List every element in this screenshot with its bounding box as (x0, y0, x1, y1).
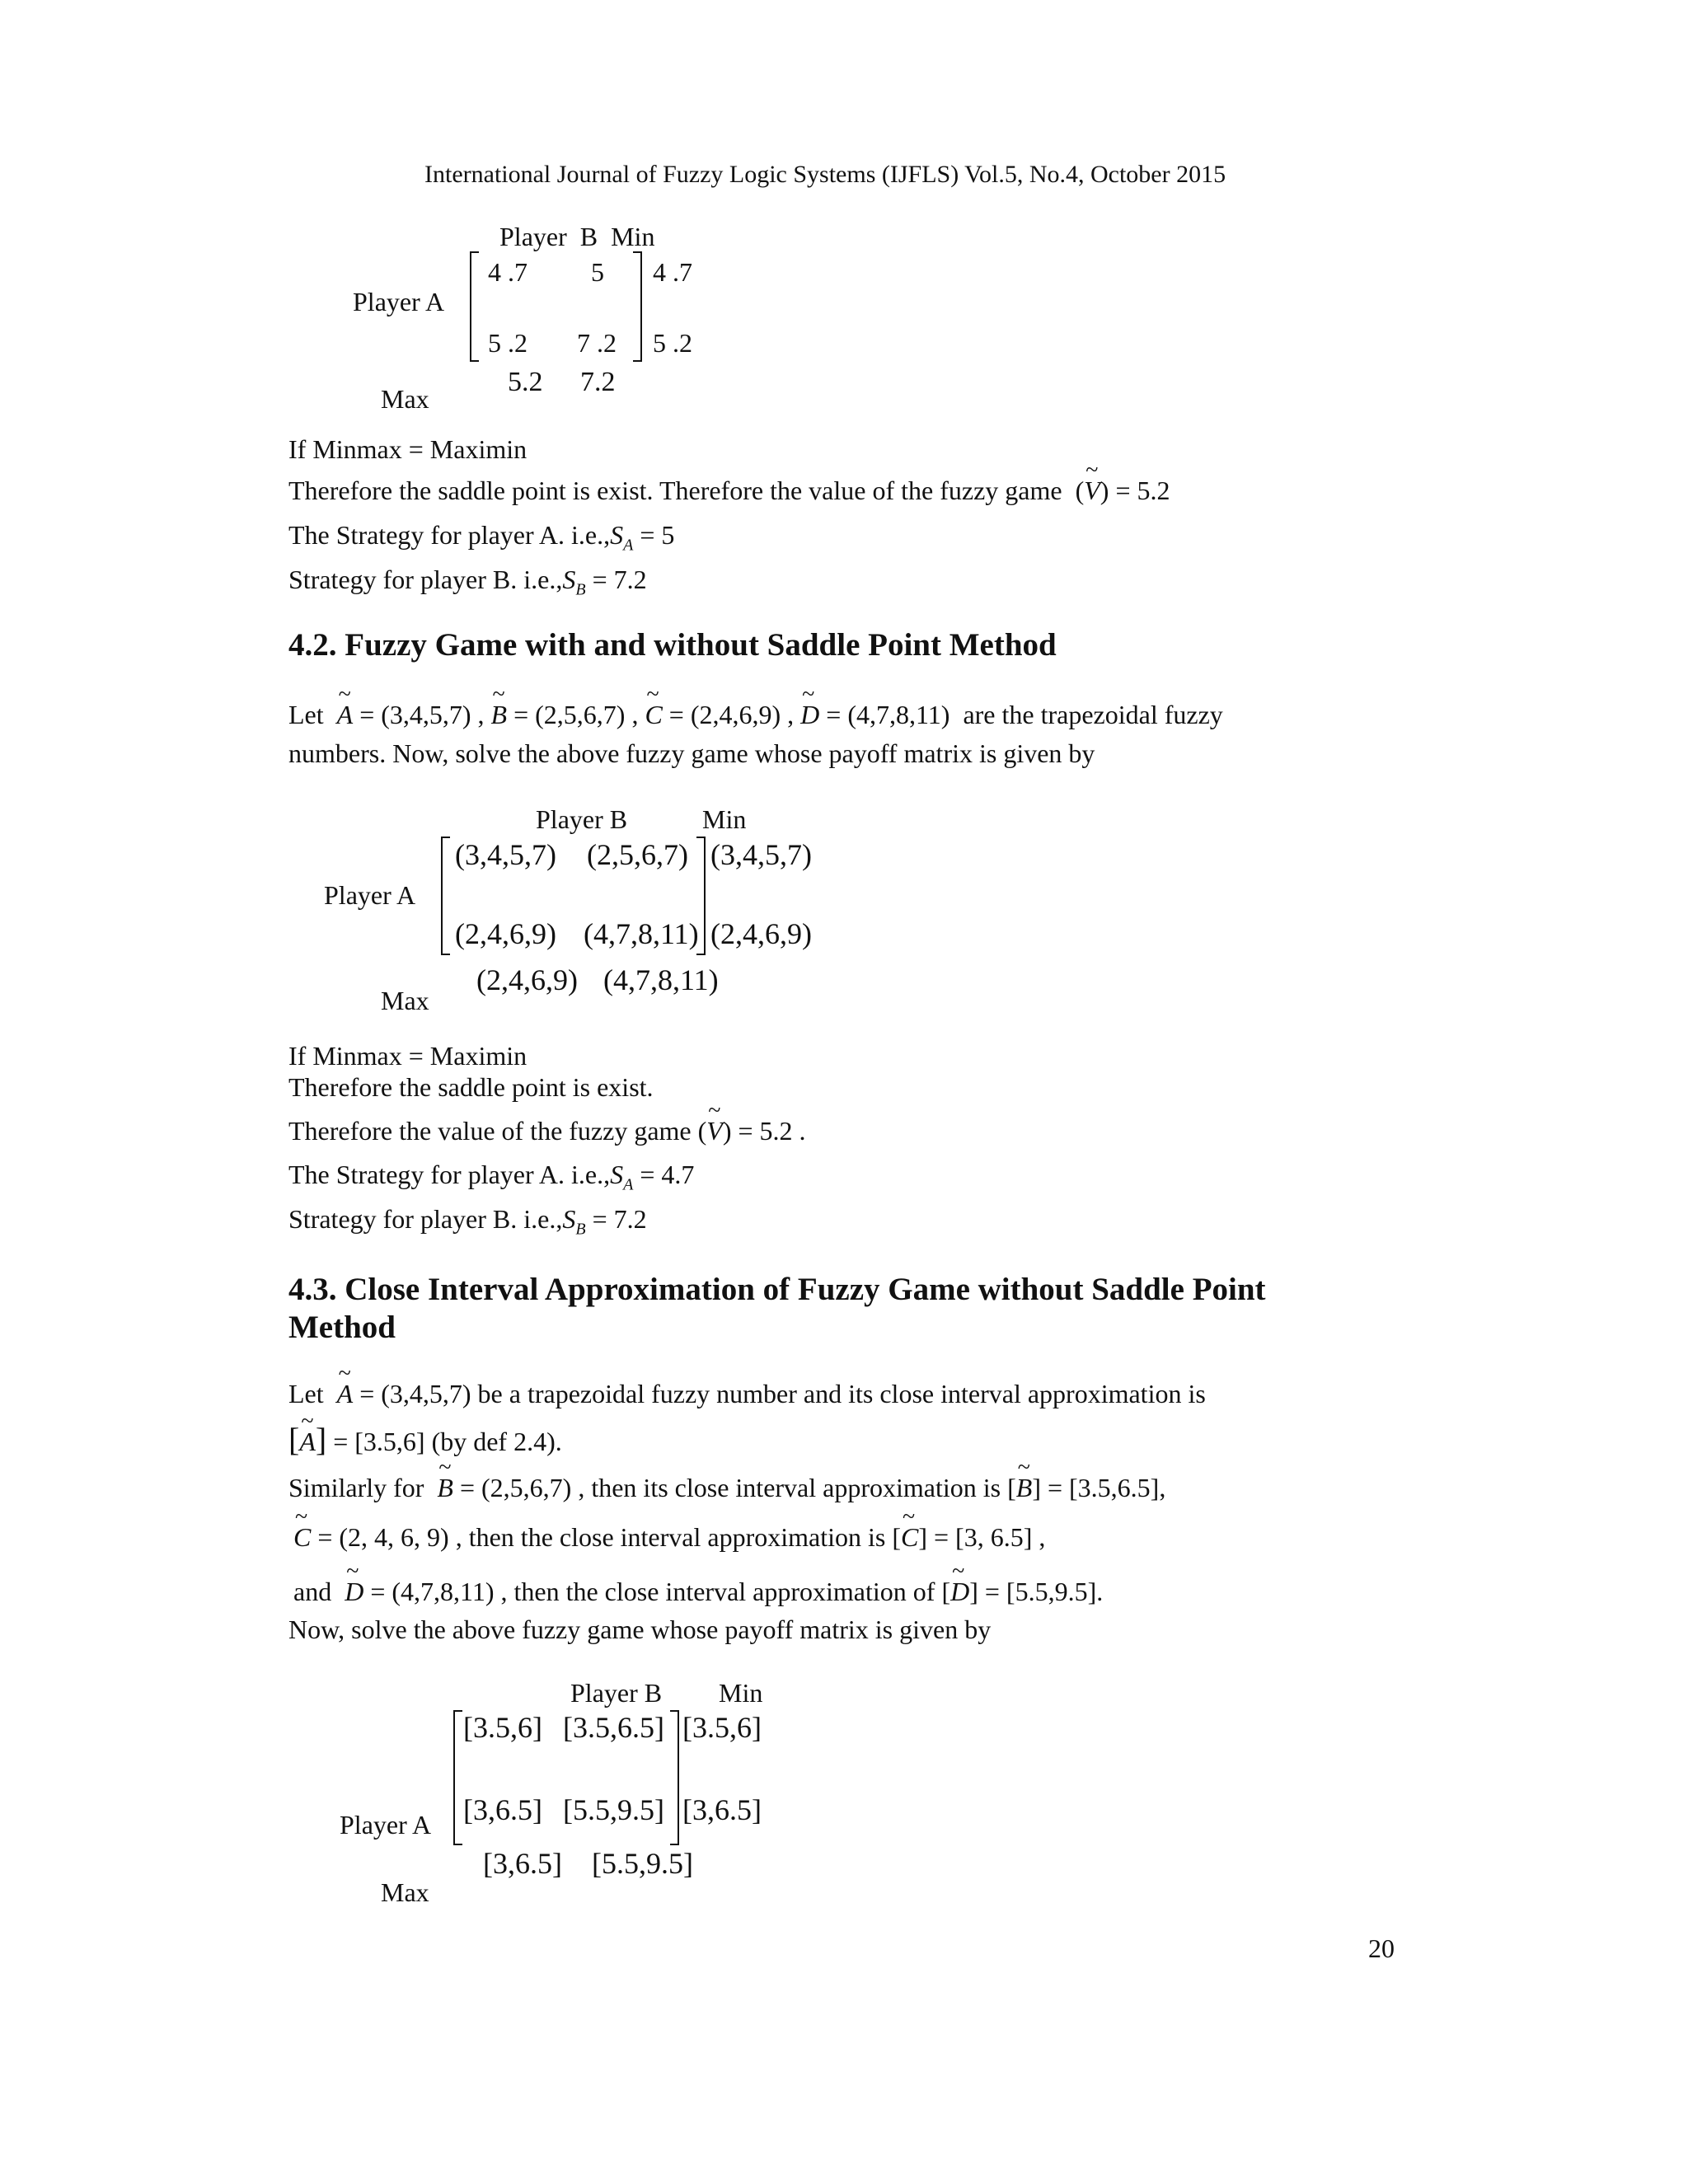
matrix-column-header: Player B (570, 1678, 663, 1708)
column-max-value: [3,6.5] (483, 1847, 562, 1880)
row-min-value: 4 .7 (653, 257, 692, 287)
matrix-cell: 5 (591, 257, 604, 287)
text-line: If Minmax = Maximin (288, 1041, 528, 1071)
matrix-column-header: Min (719, 1678, 763, 1708)
text-line: Strategy for player B. $i.e.,S_B = 7.2$ (288, 565, 647, 599)
tilde-v-symbol: ~ V (1084, 475, 1100, 506)
text-line: numbers. Now, solve the above fuzzy game whose payoff matrix is given by (288, 738, 1095, 768)
matrix-column-header: Player B (536, 804, 628, 834)
row-min-value: [3,6.5] (682, 1793, 762, 1826)
row-min-value: (3,4,5,7) (710, 838, 812, 871)
column-max-value: 5.2 (508, 367, 543, 397)
matrix-cell: [3,6.5] (463, 1793, 542, 1826)
max-label: Max (381, 384, 429, 414)
row-min-value: 5 .2 (653, 328, 692, 358)
column-max-value: (4,7,8,11) (603, 963, 719, 996)
text-line: Therefore the value of the fuzzy game (~ V) = 5.2 . (288, 1115, 806, 1146)
text-line: Therefore the saddle point is exist. (288, 1072, 654, 1102)
matrix-cell: (2,5,6,7) (587, 838, 688, 871)
matrix-cell: 5 .2 (488, 328, 528, 358)
text-line: [~ A] = [3.5,6] (by def 2.4). (288, 1424, 562, 1457)
matrix-cell: (3,4,5,7) (455, 838, 556, 871)
max-label: Max (381, 986, 429, 1015)
text-line: Let ~ A = (3,4,5,7) , ~ B = (2,5,6,7) , ~ C = (2,4,6,9) , ~ D = (4,7,8,11) are the trapezoidal fuzzy (288, 699, 1223, 730)
row-min-value: [3.5,6] (682, 1711, 762, 1744)
text-line: If Minmax = Maximin (288, 434, 528, 464)
matrix-cell: [3.5,6.5] (563, 1711, 664, 1744)
running-header: International Journal of Fuzzy Logic Systems (IJFLS) Vol.5, No.4, October 2015 (424, 161, 1226, 188)
column-max-value: (2,4,6,9) (476, 963, 578, 996)
matrix-cell: (4,7,8,11) (584, 917, 699, 950)
row-label-player-a: Player A (340, 1810, 432, 1840)
matrix-cell: [3.5,6] (463, 1711, 542, 1744)
matrix-cell: [5.5,9.5] (563, 1793, 664, 1826)
section-heading-4-3-cont: Method (288, 1310, 396, 1345)
text-line: Similarly for ~ B = (2,5,6,7) , then its close interval approximation is [~ B] = [3.5,6.5], (288, 1472, 1165, 1503)
matrix-column-header: Min (702, 804, 747, 834)
column-max-value: [5.5,9.5] (592, 1847, 693, 1880)
section-heading-4-3: 4.3. Close Interval Approximation of Fuzzy Game without Saddle Point (288, 1272, 1266, 1307)
matrix-cell: (2,4,6,9) (455, 917, 556, 950)
text-line: Let ~ A = (3,4,5,7) be a trapezoidal fuzzy number and its close interval approximation is (288, 1378, 1206, 1409)
max-label: Max (381, 1877, 429, 1907)
page-number: 20 (1368, 1933, 1395, 1963)
row-label-player-a: Player A (353, 287, 445, 316)
text-line: and ~ D = (4,7,8,11) , then the close interval approximation of [~ D] = [5.5,9.5]. (293, 1576, 1103, 1607)
column-max-value: 7.2 (580, 367, 616, 397)
text-line: The Strategy for player A. $i.e.,S_A = 4.7$ (288, 1160, 695, 1194)
row-min-value: (2,4,6,9) (710, 917, 812, 950)
text-line: Now, solve the above fuzzy game whose payoff matrix is given by (288, 1615, 992, 1644)
text-line: ~ C = (2, 4, 6, 9) , then the close interval approximation is [~ C] = [3, 6.5] , (293, 1521, 1045, 1553)
matrix-cell: 7 .2 (577, 328, 617, 358)
text-line: Strategy for player B. $i.e.,S_B = 7.2$ (288, 1204, 647, 1239)
row-label-player-a: Player A (324, 880, 416, 910)
text-line: Therefore the saddle point is exist. Therefore the value of the fuzzy game (~ V) = 5.2 (288, 475, 1170, 506)
matrix-column-header: Player B Min (499, 222, 655, 251)
matrix-cell: 4 .7 (488, 257, 528, 287)
section-heading-4-2: 4.2. Fuzzy Game with and without Saddle Point Method (288, 627, 1057, 663)
text-line: The Strategy for player A. $i.e.,S_A = 5$ (288, 520, 675, 555)
